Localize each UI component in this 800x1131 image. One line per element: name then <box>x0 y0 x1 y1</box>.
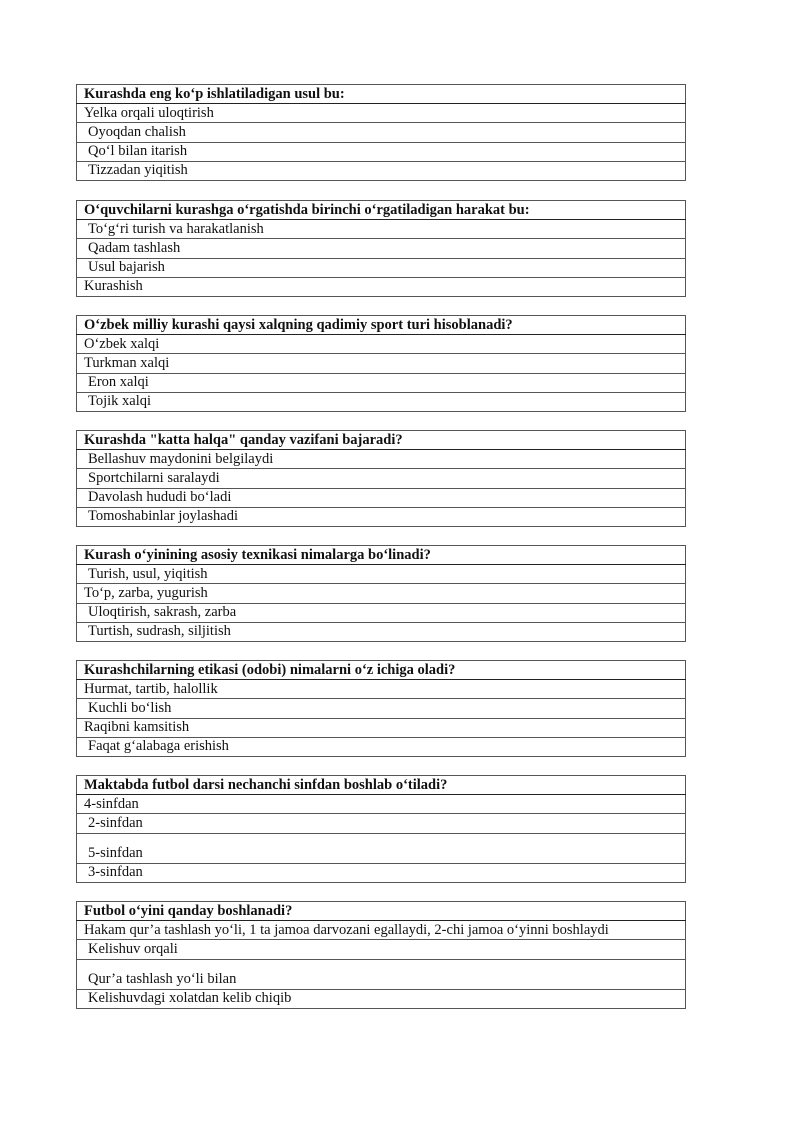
question-text: Kurashchilarning etikasi (odobi) nimalarni o‘z ichiga oladi? <box>77 661 686 680</box>
question-block-2 <box>76 200 686 297</box>
answer-option: Usul bajarish <box>77 258 686 277</box>
question-block-6 <box>76 660 686 757</box>
answer-option: Eron xalqi <box>77 373 686 392</box>
question-text: Kurashda eng ko‘p ishlatiladigan usul bu: <box>77 85 686 104</box>
answer-option: Turtish, sudrash, siljitish <box>77 622 686 641</box>
answer-option: Kelishuv orqali <box>77 940 686 959</box>
answer-option: Yelka orqali uloqtirish <box>77 104 686 123</box>
answer-option: 3-sinfdan <box>77 863 686 882</box>
answer-option: Uloqtirish, sakrash, zarba <box>77 603 686 622</box>
question-block-4 <box>76 430 686 527</box>
answer-option: Turish, usul, yiqitish <box>77 565 686 584</box>
answer-option: Tojik xalqi <box>77 392 686 411</box>
answer-option: 5-sinfdan <box>77 833 686 863</box>
answer-option: Tomoshabinlar joylashadi <box>77 507 686 526</box>
answer-option: Qo‘l bilan itarish <box>77 142 686 161</box>
question-block-3 <box>76 315 686 412</box>
answer-option: 2-sinfdan <box>77 814 686 833</box>
answer-option: Kurashish <box>77 277 686 296</box>
answer-option: Bellashuv maydonini belgilaydi <box>77 450 686 469</box>
question-text: Maktabda futbol darsi nechanchi sinfdan boshlab o‘tiladi? <box>77 776 686 795</box>
question-text: Kurash o‘yinining asosiy texnikasi nimalarga bo‘linadi? <box>77 546 686 565</box>
question-text: O‘quvchilarni kurashga o‘rgatishda birinchi o‘rgatiladigan harakat bu: <box>77 201 686 220</box>
question-text: Kurashda "katta halqa" qanday vazifani bajaradi? <box>77 431 686 450</box>
answer-option: Kelishuvdagi xolatdan kelib chiqib <box>77 989 686 1008</box>
answer-option: To‘g‘ri turish va harakatlanish <box>77 220 686 239</box>
answer-option: Davolash hududi bo‘ladi <box>77 488 686 507</box>
question-block-8 <box>76 901 686 1009</box>
question-block-1 <box>76 84 686 181</box>
answer-option: To‘p, zarba, yugurish <box>77 584 686 603</box>
answer-option: 4-sinfdan <box>77 795 686 814</box>
answer-option: Hurmat, tartib, halollik <box>77 680 686 699</box>
answer-option: Kuchli bo‘lish <box>77 699 686 718</box>
answer-option: O‘zbek xalqi <box>77 335 686 354</box>
answer-option: Sportchilarni saralaydi <box>77 469 686 488</box>
answer-option: Qadam tashlash <box>77 239 686 258</box>
answer-option: Turkman xalqi <box>77 354 686 373</box>
question-text: O‘zbek milliy kurashi qaysi xalqning qadimiy sport turi hisoblanadi? <box>77 316 686 335</box>
question-block-7 <box>76 775 686 883</box>
answer-option: Raqibni kamsitish <box>77 718 686 737</box>
answer-option: Qur’a tashlash yo‘li bilan <box>77 959 686 989</box>
answer-option: Faqat g‘alabaga erishish <box>77 737 686 756</box>
answer-option: Oyoqdan chalish <box>77 123 686 142</box>
question-text: Futbol o‘yini qanday boshlanadi? <box>77 902 686 921</box>
question-block-5 <box>76 545 686 642</box>
answer-option: Tizzadan yiqitish <box>77 161 686 180</box>
answer-option: Hakam qur’a tashlash yo‘li, 1 ta jamoa darvozani egallaydi, 2-chi jamoa o‘yinni boshlaydi <box>77 921 686 940</box>
